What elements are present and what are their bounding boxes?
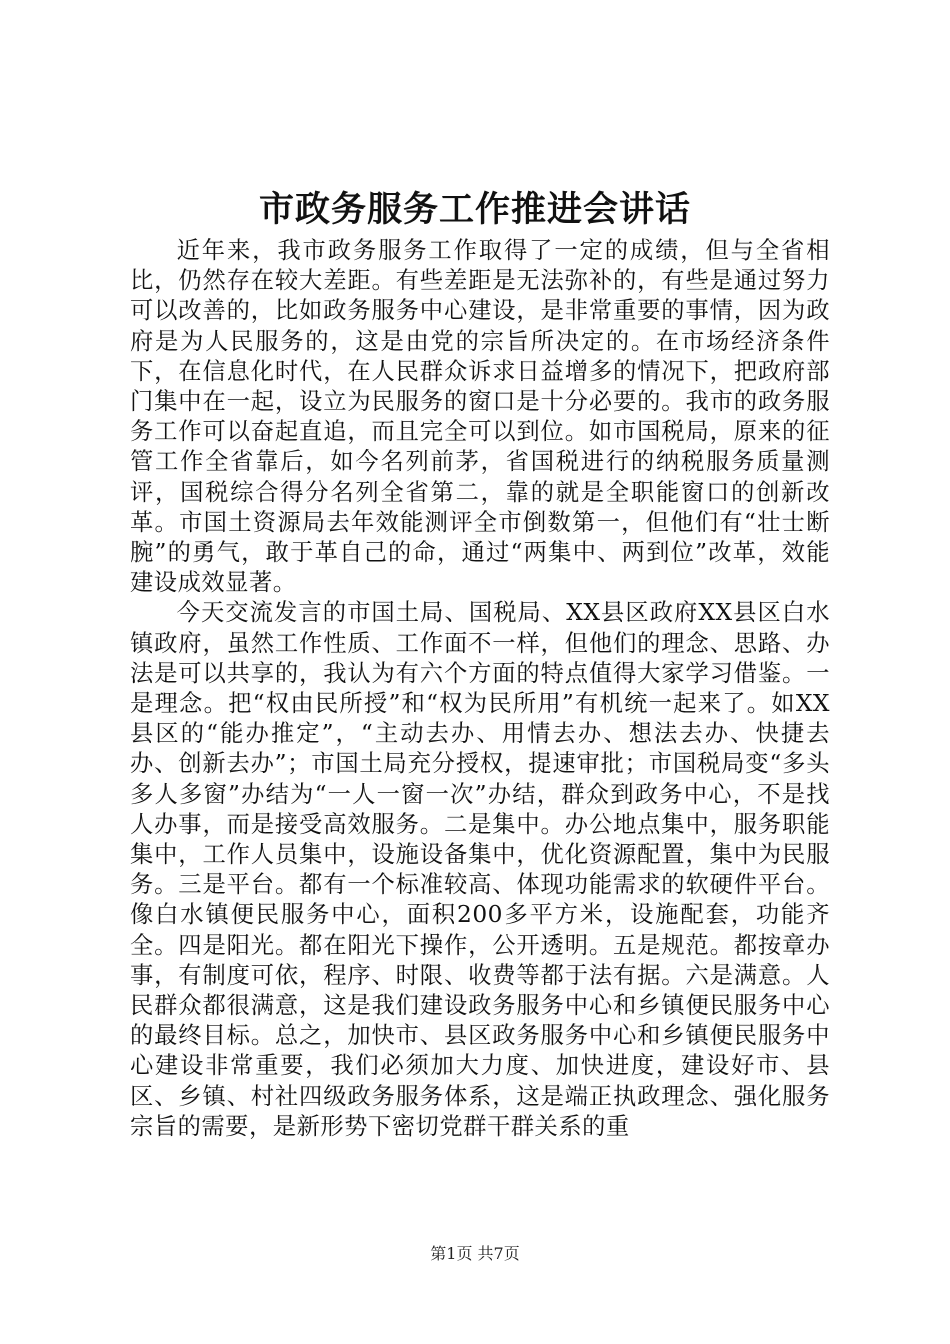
paragraph-2: 今天交流发言的市国土局、国税局、XX县区政府XX县区白水镇政府，虽然工作性质、工作面不一样，但他们的理念、思路、办法是可以共享的，我认为有六个方面的特点值得大家学习借鉴。一是理念。把“权由民所授”和“权为民所用”有机统一起来了。如XX县区的“能办推定”，“主动去办、用情去办、想法去办、快捷去办、创新去办”；市国土局充分授权，提速审批；市国税局变“多头多人多窗”办结为“一人一窗一次”办结，群众到政务中心，不是找人办事，而是接受高效服务。二是集中。办公地点集中，服务职能集中，工作人员集中，设施设备集中，优化资源配置，集中为民服务。三是平台。都有一个标准较高、体现功能需求的软硬件平台。像白水镇便民服务中心，面积200多平方米，设施配套，功能齐全。四是阳光。都在阳光下操作，公开透明。五是规范。都按章办事，有制度可依，程序、时限、收费等都于法有据。六是满意。人民群众都很满意，这是我们建设政务服务中心和乡镇便民服务中心的最终目标。总之，加快市、县区政务服务中心和乡镇便民服务中心建设非常重要，我们必须加大力度、加快进度，建设好市、县区、乡镇、村社四级政务服务体系，这是端正执政理念、强化服务宗旨的需要，是新形势下密切党群干群关系的重 bbox=[130, 599, 830, 1140]
document-title: 市政务服务工作推进会讲话 bbox=[258, 189, 691, 230]
document-body bbox=[130, 236, 830, 1142]
paragraph-1: 近年来，我市政务服务工作取得了一定的成绩，但与全省相比，仍然存在较大差距。有些差距是无法弥补的，有些是通过努力可以改善的，比如政务服务中心建设，是非常重要的事情，因为政府是为人民服务的，这是由党的宗旨所决定的。在市场经济条件下，在信息化时代，在人民群众诉求日益增多的情况下，把政府部门集中在一起，设立为民服务的窗口是十分必要的。我市的政务服务工作可以奋起直追，而且完全可以到位。如市国税局，原来的征管工作全省靠后，如今名列前茅，省国税进行的纳税服务质量测评，国税综合得分名列全省第二，靠的就是全职能窗口的创新改革。市国土资源局去年效能测评全市倒数第一，但他们有“壮士断腕”的勇气，敢于革自己的命，通过“两集中、两到位”改革，效能建设成效显著。 bbox=[130, 237, 830, 597]
page-number-footer: 第1页 共7页 bbox=[430, 1244, 520, 1263]
